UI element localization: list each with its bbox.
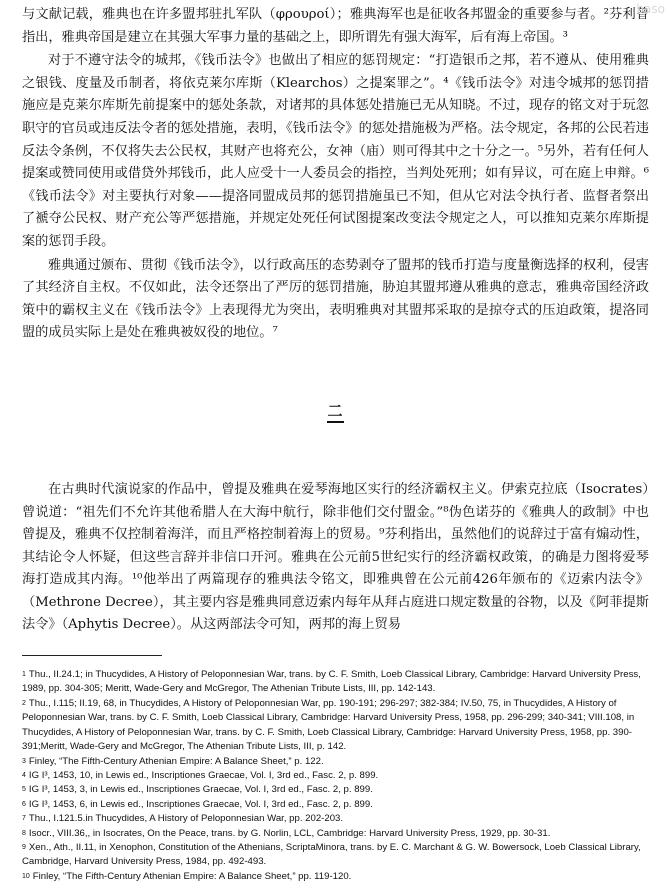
- footnote-number: 6: [22, 800, 26, 808]
- body-paragraph-4: 在古典时代演说家的作品中，曾提及雅典在爱琴海地区实行的经济霸权主义。伊索克拉底（Isocrates）曾说道：“祖先们不允许其他希腊人在大海中航行，除非他们交付盟金。”⁸伪色诺芬的《雅典人的政制》中也曾提及，雅典不仅控制着海洋，而且严格控制着海上的贸易。⁹芬利指出，虽然他们的说辞过于富有煽动性，其结论令人怀疑，但这些言辞并非信口开河。雅典在公元前5世纪实行的经济霸权政策，的确是力图将爱琴海打造成其内海。¹⁰他举出了两篇现存的雅典法令铭文，即雅典曾在公元前426年颁布的《迈索内法令》（Methrone Decree），其主要内容是雅典同意迈索内每年从拜占庭进口规定数量的谷物，以及《阿菲提斯法令》（Aphytis Decree）。从这两部法令可知，两邦的海上贸易: [22, 481, 649, 633]
- footnote-number: 4: [22, 771, 26, 779]
- footnote-7: [22, 812, 649, 826]
- footnote-text: Thu., I.115; II.19, 68, in Thucydides, A History of Peloponnesian War, pp. 190-191; 296-297; 382-384; IV.50, 75, in Thucydides, A History of Peloponnesian War, trans. by C. F. Smith, Loeb Classical Library, Cambridge: Harvard University Press, 1958, pp. 296-299; 340-341; VIII.108, in Thucydides, A History of Peloponnesian War, trans. by C. F. Smith, Loeb Classical Library, Cambridge: Harvard University Press, 1958, pp. 390-391;Meritt, Wade-Gery and McGregor, The Athenian Tribute Lists, III, p. 142.: [22, 697, 635, 753]
- section-heading: [22, 401, 649, 421]
- footnote-text: Thu., I.121.5.in Thucydides, A History of Peloponnesian War, pp. 202-203.: [28, 813, 344, 825]
- footnote-9: [22, 841, 649, 870]
- footnote-5: [22, 783, 649, 797]
- footnote-text: Finley, “The Fifth-Century Athenian Empire: A Balance Sheet,” p. 122.: [28, 755, 324, 767]
- body-paragraph-2: 对于不遵守法令的城邦，《钱币法令》也做出了相应的惩罚规定：“打造银币之邦，若不遵从、使用雅典之银钱、度量及币制者，将依克莱尔库斯（Klearchos）之提案罪之”。⁴《钱币法令》对违令城邦的惩罚措施应是克莱尔库斯先前提案中的惩处条款，对诸邦的具体惩处措施已无从知晓。不过，现存的铭文对于玩忽职守的官员或违反法令者的惩处措施，表明，《钱币法令》的惩处措施极为严格。法令规定，各邦的公民若违反法令条例，不仅将失去公民权，其财产也将充公，女神（庙）则可得其中之十分之一。⁵另外，若有任何人提案或赞同使用或借贷外邦钱币，此人应受十一人委员会的指控，当判处死刑；如有异议，可在庭上申辩。⁶《钱币法令》对主要执行对象——提洛同盟成员邦的惩罚措施虽已不知，但从它对法令执行者、监督者祭出了褫夺公民权、财产充公等严惩措施，并规定处死任何试图提案改变法令规定之人，可以推知克莱尔库斯提案的惩罚手段。: [22, 53, 649, 249]
- section-heading-text: 二: [327, 402, 343, 423]
- footnote-text: IG I³, 1453, 3, in Lewis ed., Inscriptiones Graecae, Vol. I, 3rd ed., Fasc. 2, p. 899.: [28, 784, 373, 796]
- footnote-number: 10: [22, 872, 30, 880]
- watermark-text: baso: [636, 2, 665, 16]
- footnote-text: IG I³, 1453, 10, in Lewis ed., Inscriptiones Graecae, Vol. I, 3rd ed., Fasc. 2, p. 899.: [28, 769, 379, 781]
- footnote-text: IG I³, 1453, 6, in Lewis ed., Inscriptiones Graecae, Vol. I, 3rd ed., Fasc. 2, p. 899.: [28, 798, 373, 810]
- footnote-text: Thu., II.24.1; in Thucydides, A History of Peloponnesian War, trans. by C. F. Smith, Loeb Classical Library, Cambridge: Harvard University Press, 1989, pp. 304-305; Meritt, Wade-Gery and McGregor, The Athenian Tribute Lists, III, pp. 142-143.: [22, 669, 641, 695]
- footnote-text: Isocr., VIII.36,, in Isocrates, On the Peace, trans. by G. Norlin, LCL, Cambridge: Harvard University Press, 1929, pp. 30-31.: [28, 827, 551, 839]
- footnote-text: Xen., Ath., II.11, in Xenophon, Constitution of the Athenians, ScriptaMinora, trans. by E. C. Marchant & G. W. Bowersock, Loeb Classical Library, Cambridge, Harvard University Press, 1984, pp. 492-493.: [22, 841, 641, 868]
- footnote-10: [22, 870, 649, 884]
- footnote-8: [22, 827, 649, 841]
- body-paragraph-3: 雅典通过颁布、贯彻《钱币法令》，以行政高压的态势剥夺了盟邦的钱币打造与度量衡选择的权利，侵害了其经济自主权。不仅如此，法令还祭出了严厉的惩罚措施，胁迫其盟邦遵从雅典的意志，雅典帝国经济政策中的霸权主义在《钱币法令》上表现得尤为突出，表明雅典对其盟邦采取的是掠夺式的压迫政策，提洛同盟的成员实际上是处在雅典被奴役的地位。⁷: [22, 257, 649, 341]
- footnote-number: 5: [22, 786, 26, 794]
- footnote-number: 7: [22, 815, 26, 823]
- footnotes: [22, 668, 649, 884]
- footnote-number: 1: [22, 671, 26, 679]
- footnote-number: 3: [22, 757, 26, 765]
- footnote-6: [22, 798, 649, 812]
- footnote-number: 2: [22, 699, 26, 707]
- footnote-3: [22, 755, 649, 769]
- footnote-number: 9: [22, 843, 26, 851]
- footnote-divider: [22, 655, 162, 656]
- footnote-2: [22, 697, 649, 755]
- footnote-4: [22, 769, 649, 783]
- footnote-text: Finley, “The Fifth-Century Athenian Empire: A Balance Sheet,” pp. 119-120.: [32, 870, 352, 882]
- footnote-1: [22, 668, 649, 697]
- footnote-number: 8: [22, 829, 26, 837]
- body-paragraph-1: 与文献记载，雅典也在许多盟邦驻扎军队（φρουροί）；雅典海军也是征收各邦盟金的重要参与者。²芬利曾指出，雅典帝国是建立在其强大军事力量的基础之上，即所谓先有强大海军，后有海上帝国。³: [22, 7, 649, 45]
